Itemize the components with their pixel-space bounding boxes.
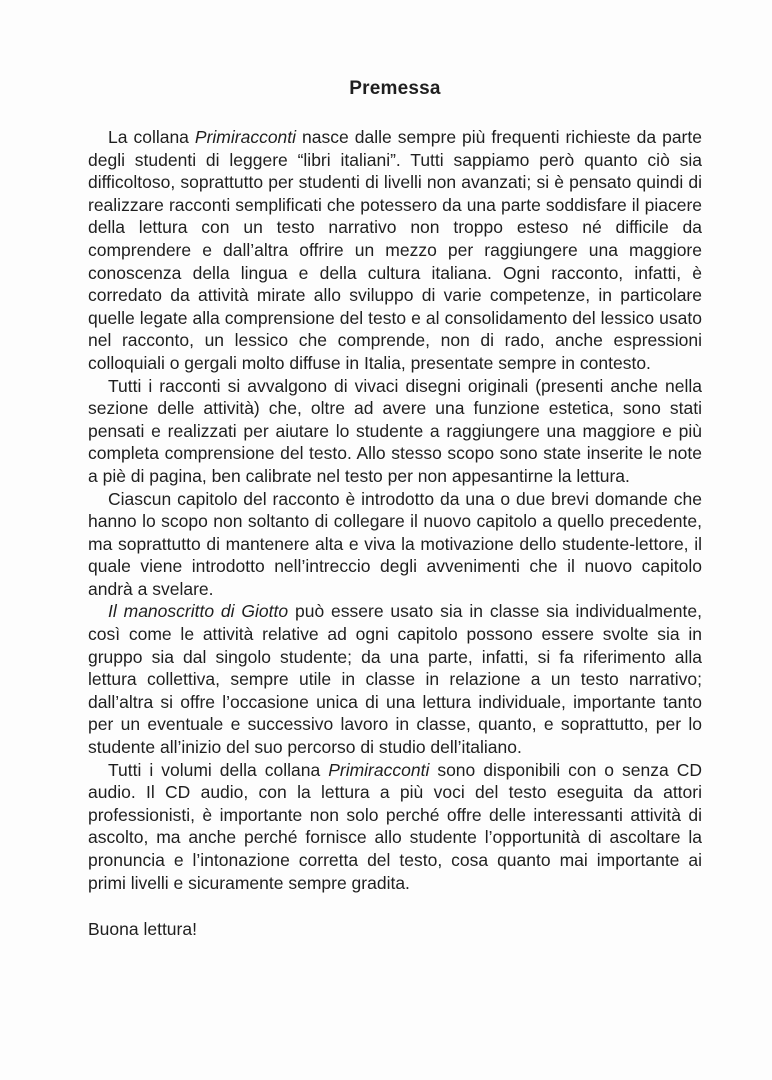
document-body bbox=[88, 126, 702, 894]
body-text-segment: nasce dalle sempre più frequenti richieste da parte degli studenti di leggere “libri italiani”. Tutti sappiamo però quanto ciò sia difficoltoso, soprattutto per studenti di livelli non avanzati; si è pensato quindi di realizzare racconti semplificati che potessero da una parte soddisfare il piacere della lettura con un testo narrativo non troppo esteso né difficile da comprendere e dall’altra offrire un mezzo per raggiungere una maggiore conoscenza della lingua e della cultura italiana. Ogni racconto, infatti, è corredato da attività mirate allo sviluppo di varie competenze, in particolare quelle legate alla comprensione del testo e al consolidamento del lessico usato nel racconto, un lessico che comprende, non di rado, anche espressioni colloquiali o gergali molto diffuse in Italia, presentate sempre in contesto. bbox=[88, 127, 702, 373]
body-text-segment: può essere usato sia in classe sia individualmente, così come le attività relative ad ogni capitolo possono essere svolte sia in gruppo sia dal singolo studente; da una parte, infatti, si fa riferimento alla lettura collettiva, sempre utile in classe in relazione a un testo narrativo; dall’altra si offre l’occasione unica di una lettura individuale, importante tanto per un eventuale e successivo lavoro in classe, quanto, e soprattutto, per lo studente all’inizio del suo percorso di studio dell’italiano. bbox=[88, 601, 702, 758]
paragraph bbox=[88, 488, 702, 601]
body-text-segment: Ciascun capitolo del racconto è introdotto da una o due brevi domande che hanno lo scopo non soltanto di collegare il nuovo capitolo a quello precedente, ma soprattutto di mantenere alta e viva la motivazione dello studente-lettore, il quale viene introdotto nell’intreccio degli avvenimenti che il nuovo capitolo andrà a svelare. bbox=[88, 488, 702, 599]
body-text-segment: Tutti i racconti si avvalgono di vivaci disegni originali (presenti anche nella sezione delle attività) che, oltre ad avere una funzione estetica, sono stati pensati e realizzati per aiutare lo studente a raggiungere una maggiore e più completa comprensione del testo. Allo stesso scopo sono state inserite le note a piè di pagina, ben calibrate nel testo per non appesantirne la lettura. bbox=[88, 375, 702, 486]
italic-text: Primiracconti bbox=[194, 127, 297, 147]
paragraph bbox=[88, 759, 702, 895]
italic-text: Primiracconti bbox=[328, 759, 430, 780]
italic-text: Il manoscritto di Giotto bbox=[108, 601, 289, 622]
paragraph bbox=[88, 600, 702, 758]
paragraph bbox=[88, 126, 702, 375]
page-title: Premessa bbox=[349, 78, 441, 99]
body-text-segment: sono disponibili con o senza CD audio. Il CD audio, con la lettura a più voci del testo eseguita da attori professionisti, è importante non solo perché offre delle interessanti attività di ascolto, ma anche perché fornisce allo studente l’opportunità di ascoltare la pronuncia e l’intonazione corretta del testo, cosa quanto mai importante ai primi livelli e sicuramente sempre gradita. bbox=[88, 759, 702, 893]
body-text-segment: Tutti i volumi della collana bbox=[108, 759, 329, 780]
body-text-segment: La collana bbox=[108, 127, 195, 147]
paragraph bbox=[88, 375, 702, 488]
closing-line: Buona lettura! bbox=[88, 919, 197, 940]
